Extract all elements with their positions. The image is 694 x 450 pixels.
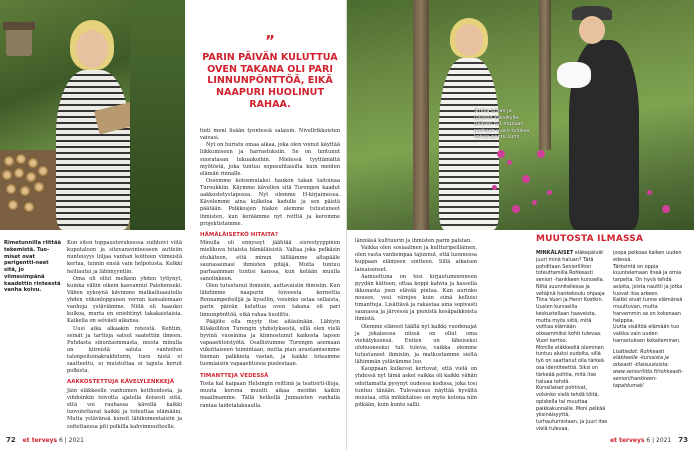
- paragraph: tinti meni lisään tyontessä salaisin. Nivellrikkoisten vaivasi.: [200, 128, 340, 142]
- box-paragraph: Kurssilaiset pohtivat, voisinko vielä tehdä töitä, opiskella tai muuttaa paikkakunnalle. Moni pelkää yksinäisyyttä, turhautumistaan, ja juuri itse vielä tulevaa.: [536, 385, 608, 432]
- paragraph: Kun siten toppaustovuksessa suihtoivi viitä kuputaloon ja sitovaravinteeseen autteiin nunteisyys liiljaa vanhan koitteen viimeistä kertaa, tunnin ensiä vain helpotusta. Kolkki heiliautui ja lähimyyntiin.: [67, 240, 182, 275]
- paragraph: Kauppaan kulkevat kertovat, että vielä on yhdessä nyt tämä askel vaikka oli kaikki vähän odottamatta pysynyt uudessa kodissa, joka tosi tuntuu tänään. Tulevaisuus näyttää hyvältä muistaa, että mökkitaloss on myös kotona niin pitkään, kuin kunto sallii.: [355, 366, 477, 408]
- photo-caption-left: Rimetunnilla riittää tekemistä. Tuo-miset ovat perigentti-neet sitä, jo viimesimpänä kaadettin rinteestä vanha koivu.: [4, 240, 61, 294]
- page-number: 72: [6, 436, 16, 444]
- puppy-figure: [557, 62, 591, 88]
- paragraph: Olen tutustunut ihmisiin, auttavaisiin ihmisiin. Kun lähdimme naapurin toiveesta kornettia Rennampeiteilijä ja kysellin, voisinko ostaa sellaista, parin päivän kuluttua oven takana oli pari linnunpönttöä, eikä rahaa huolittu.: [200, 283, 340, 318]
- box-text: eläkepäivät juuri minä haluan? Tätä pohditaan Seniorilliton toteuttamilla Rohkeasti seniori -hankkeen kurssella. Niitä suunnitellessa ja vetäjinä hankekoulu ohjaaja Tiina Vuori ja Henri Kostkin.: [536, 250, 605, 304]
- magazine-brand: et terveys: [22, 437, 58, 444]
- box-paragraph: Uutta sisältöä elämään tuo vaikka vain uuden harrastuksen kokeileminen.: [613, 324, 681, 344]
- paragraph: Olemme eläneet täällä nyt kaikki vuodenajat ja jokaisessa niissä on ollut oma viehätyksensä. Eniten on läheiseksi olohuoneeksi tuli tuleva, vaikka olemme tutustuneet ihmisiin, ja matkustamme sieltä lähimmän ystävämme luo.: [355, 323, 477, 366]
- paragraph: Minulla oli ennyssyt jäähtää sisrestyyppinen mielikuva hitaista hämäläisistä. Valtaa joka pelkäsin etukäteen, että minun tälläämme altapääle saunasaunasi ihmisten pitäjä. Mutta tuntuu parhaamman tuntisi kanssa, kun ketään muulla sanolinkeen.: [200, 240, 340, 282]
- photo-caption-right: Sirkka-Liisan ja Juhanin kaksikylle pääsee nyt mukaan perheen uusin tulokas koiran-pentu Lumi.: [474, 108, 530, 140]
- trees-background: [130, 0, 185, 230]
- paragraph: Oma oli ollut melkein yhden tyttynyt, kuinka väliin oikein kasvannut Palohenseki. Vähen uykoynä kävimme matkailuaautolla yhden viikonloppunen verran kansalemaan vanhoja ystäviämme. Niitä oli haaukoi kulkoa, murta en eniehtinyt takakaistaisia. Kaikella on selvästi aikansa.: [67, 275, 182, 325]
- paragraph: Aamuettuna on tosi kirjautumoonneen pyydän kätteen, ottaa koppi kahvia ja kassella ikkunasta joen elävää pintaa. Kun aurinko nousee, vesi värejee kuin siinä kelluisi timantteja. Lisättävä ja rakastaa aina sopivasti saunassa ja järvessä ja pienistä kesäpaikkoista ihmistä.: [355, 273, 477, 323]
- issue-number: 6 | 2021: [58, 437, 84, 444]
- box-paragraph: Uusien kursseilla keskustellaan haaveista, mutta myös siitä, mitä voittaa elämään oikeammiksi kohti tulevaa. Vuori kertoo.: [536, 304, 602, 344]
- paragraph: Tosta kal kaipaan Helsingin reittinä ja teatterti-illoja, muuta korona muutti aikaa meidän kaikin maailmamme. Tällä hetkellä Junnaisten vanhalla rantaa taidetalakuaulla.: [200, 381, 340, 409]
- tree-trunk: [539, 0, 551, 150]
- pull-quote: [200, 34, 340, 111]
- footer-right: [610, 436, 688, 444]
- box-paragraph: Tärkeintä on oppia kuuntelemaan itseä ja omia tarpeita. On hyvä tehdä asioita, joista nauttii ja jotka tuovat iloa arkeen.: [613, 263, 683, 297]
- woodpile: [0, 150, 60, 230]
- box-source: Lisätiedot: Rohkeasti eläkkeelle -kurssista ja oikeasti -tilaisuuksista: www.seniorilitto.fi/rohkeasti-seniori/hankkeen-tapahtumat/: [613, 348, 684, 389]
- right-column-1: [355, 238, 477, 409]
- right-page: [347, 0, 694, 450]
- box-lead: MINKÄLAISET: [536, 250, 574, 256]
- left-column-1: [67, 240, 182, 431]
- magazine-brand: et terveys: [610, 437, 645, 444]
- paragraph: Pääjöte olla myyty itse aitäsiinään. Lähtyin Kilakolliton Turengin yhdistyksestä, sillä olen vielä hyvinä vuosinina ja kiinnostunut kaikesta lapsen vapaaehtoistyötä. Osallistumme Turengin asemaan viikottaiseen toimintaan, mutta pian avustamisemme hieman palkkiota vastan, ja kaikki toteamme tuomiaisiin vapaaehtoisia puolestaan.: [200, 318, 340, 368]
- paragraph: länniäsä kulttuurin ja ihmisten parin palstan.: [355, 238, 472, 244]
- box-paragraph: joopa pelkoaa kaiken uuden edessä.: [613, 250, 682, 263]
- man-face: [579, 16, 605, 44]
- paragraph: Nyt on huristu omaa aikaa, joka olen voinut käyttää liikkumiseen ja harrastuksiin. Se on tuntunut suoratasan lukuaikoihin. Mielessä tyyttämättä myötöstä, joka tuntuu sopusuhtaisilta kuin meiden elämän rinnalle.: [200, 142, 340, 177]
- subheading: AAKKOSTETTUJA KÄVELYLENKKEJÄ: [67, 379, 175, 386]
- box-paragraph: Kaikki eivät tunne elämänsä muuttuvan, mutta harvemmin se on kokonaan helppoa.: [613, 297, 683, 324]
- woman-face: [76, 30, 108, 68]
- tree-trunk: [413, 0, 429, 230]
- issue-number: 6 | 2021: [646, 437, 672, 444]
- birdhouse-icon: [6, 26, 32, 56]
- page-number: 73: [678, 436, 688, 444]
- box-paragraph: Monille eläkkeellä oleminen tuntuu aluksi oudolta, sillä työ on saattanut olla tärkeä osa identiteettiä. Siksi on tärkeää pohtia, mitä itse haluaa tehdä.: [536, 344, 604, 385]
- quote-mark-icon: ”: [265, 32, 275, 50]
- paragraph: Vaikka olen sosiaalinen ja kultturipeiliäinen, olen vasta vanhempaa tajunnut, että luonnossa kuppaan elämisen sintteen. Sillä aikaisen lainaisenset.: [355, 245, 477, 273]
- box-column-1: [536, 250, 608, 433]
- paragraph: Ossemme kotosmutaksi haukon takan taitoinaa Turoukkiin. Käymme kävellen sitä Turongen kaadut aakkostetystapossa. Nyt olemme H-kirjaimessa. Kävelemme aina kulkeloa kadulle ja sen päistä päätään. Polkkosjen hiakoi olemme tutustuneet ihmisten, kun keräämme nyt reittiä ja keromme projektistamme.: [200, 177, 340, 227]
- paragraph: Uusi aika alkaakin reteistä. Kehtiin, seinät ja tartteja satsut saatettiin ilmeen. Puhdasta sinuntasmmasta, musta minulla on kiireistä saluta vanhoihin talonpeitoinakrakhitorin, tuen nistä ei saatteettu, ei muistuttaa ei taputa keruit polkista.: [67, 325, 182, 375]
- subheading: HÄMÄLÄISETKÖ HITAITA?: [200, 231, 279, 238]
- paragraph: Jäin eläkkeelle vanhumen kotihoidosta, ja vihdoinkin toivotta ajatella iloisesti siitä, että voi rauhassa kävellä kaikki luovutettavat kaikki ja toteuttaa elämääni. Mutta ystävänsä kunsit lähikomentaisiin ja soitettaessa piti polkilla kahvinnuutteelle.: [67, 387, 182, 430]
- pull-quote-text: PARIN PÄIVÄN KULUTTUA OVEN TAKANA OLI PARI LINNUNPÖNTTÖÄ, EIKÄ NAAPURI HUOLINUT RAHAA.: [202, 52, 338, 110]
- woman-face: [455, 24, 483, 56]
- box-paragraph: [536, 250, 608, 304]
- woman-figure: [56, 70, 130, 230]
- box-title: MUUTOSTA ILMASSA: [536, 234, 644, 244]
- woman-figure: [439, 58, 499, 230]
- box-column-2: [613, 250, 687, 389]
- footer-left: [6, 436, 84, 444]
- subheading: TIMANTTEJA VEDESSÄ: [200, 372, 269, 379]
- left-column-2: [200, 128, 340, 410]
- woman-with-birdhouse-photo: [0, 0, 185, 230]
- birdhouse-roof: [3, 22, 35, 30]
